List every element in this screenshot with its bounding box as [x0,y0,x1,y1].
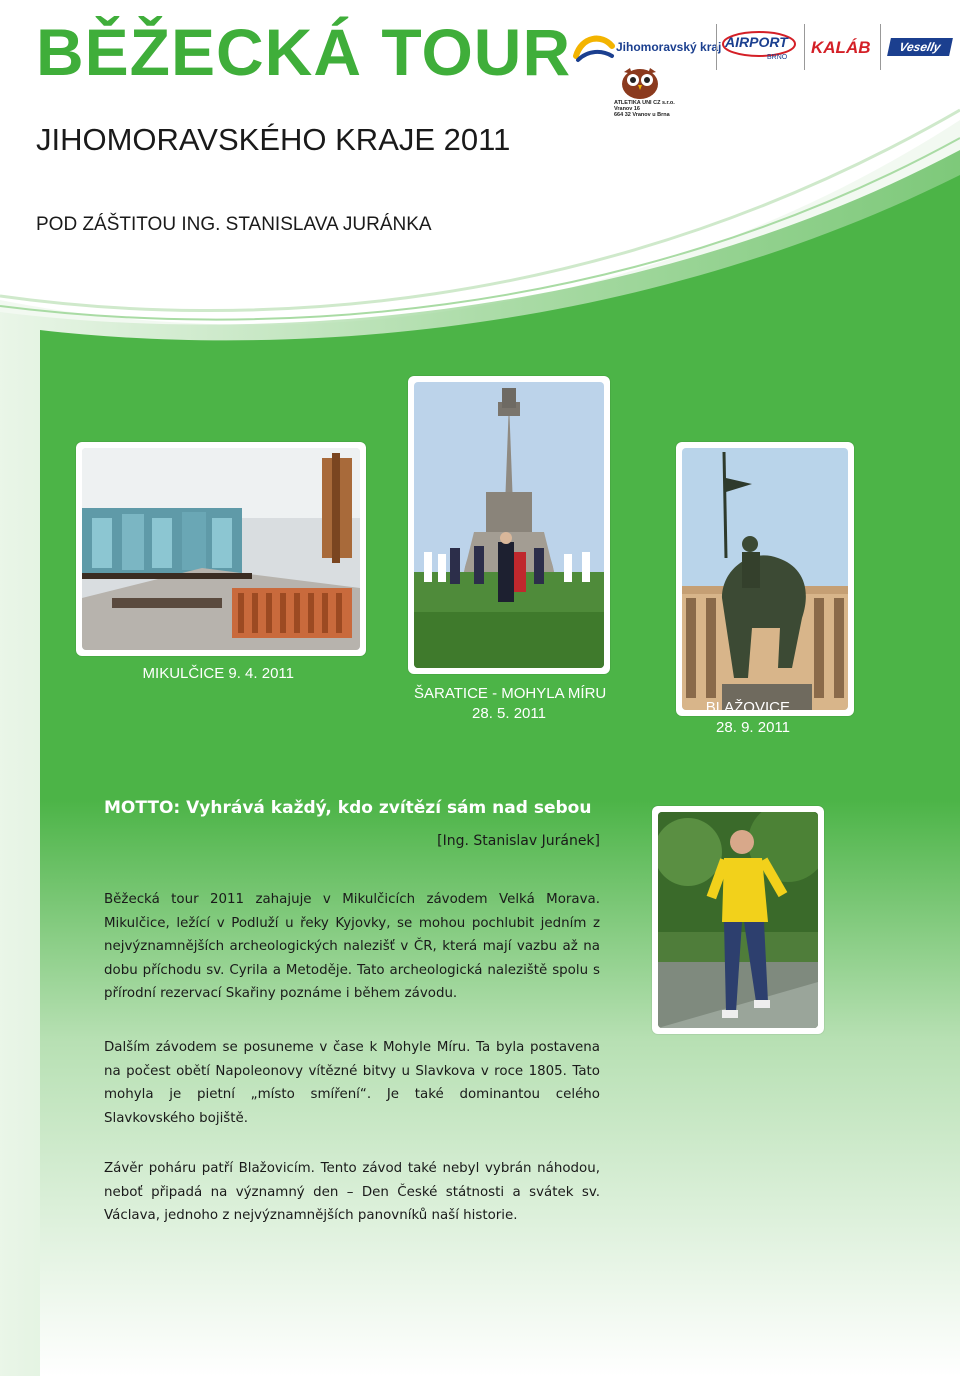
airport-brno-logo [716,24,800,70]
photo-mohyla-miru [408,376,610,674]
motto-text: MOTTO: Vyhrává každý, kdo zvítězí sám nad sebou [104,798,592,818]
page-title: BĚŽECKÁ TOUR [36,15,572,89]
veselly-logo [880,24,956,70]
atletika-uni-logo [604,66,676,120]
event-caption-text: MIKULČICE 9. 4. 2011 [142,665,294,682]
event-caption-line2: 28. 5. 2011 [472,705,546,722]
airport-logo-text: AIRPORT [725,34,788,50]
photo-blazovice-statue [676,442,854,716]
event-caption-line1: BLAŽOVICE [705,699,790,716]
photo-runner [652,806,824,1034]
kalab-logo [804,24,878,70]
event-caption-blazovice [690,698,790,738]
event-caption-line1: ŠARATICE - MOHYLA MÍRU [414,685,607,702]
airport-logo-subtext: BRNO [767,54,788,61]
paragraph-mohyla-miru: Dalším závodem se posuneme v čase k Mohyle Míru. Ta byla postavena na počest obětí Napoleonovy vítězné bitvy u Slavkova v roce 1805. Tato mohyla je pietní „místo smíření“. Je také dominantou celého Slavkovského bojiště. [104,1040,600,1126]
atletika-logo-text: ATLETIKA UNI CZ s.r.o. Vranov 16 664 32 Vranov u Brna [614,100,675,118]
runner-image [658,812,818,1028]
museum-image [82,448,360,650]
event-caption-mikulcice [140,664,294,684]
monument-image [414,382,604,668]
page-subtitle: JIHOMORAVSKÉHO KRAJE 2011 [36,122,511,157]
owl-mascot-icon [604,66,676,100]
photo-mikulcice-museum [76,442,366,656]
jihomoravsky-kraj-logo [572,28,722,68]
event-caption-line2: 28. 9. 2011 [716,719,790,736]
patronage-line: POD ZÁŠTITOU ING. STANISLAVA JURÁNKA [36,214,432,235]
event-caption-saratice [414,684,607,724]
motto-author: [Ing. Stanislav Juránek] [437,833,600,849]
paragraph-mikulcice: Běžecká tour 2011 zahajuje v Mikulčicích závodem Velká Morava. Mikulčice, ležící v Podluží u řeky Kyjovky, se mohou pochlubit jedním z nejvýznamnějších archeologických nalezišť v ČR, která mají vazbu až na dobu příchodu sv. Cyrila a Metoděje. Tato archeologická naleziště spolu s přírodní rezervací Skařiny poznáme i během závodu. [104,892,600,1001]
paragraph-blazovice: Závěr poháru patří Blažovicím. Tento závod také nebyl vybrán náhodou, neboť připadá na významný den – Den České státnosti a svátek sv. Václava, jednoho z nejvýznamnějších panovníků naší historie. [104,1161,600,1223]
jmk-logo-text: Jihomoravský kraj [616,40,722,54]
veselly-logo-text: Veselly [887,38,953,56]
jmk-swoosh-icon [572,28,616,68]
kalab-logo-text: KALÁB [811,38,871,57]
statue-image [682,448,848,710]
